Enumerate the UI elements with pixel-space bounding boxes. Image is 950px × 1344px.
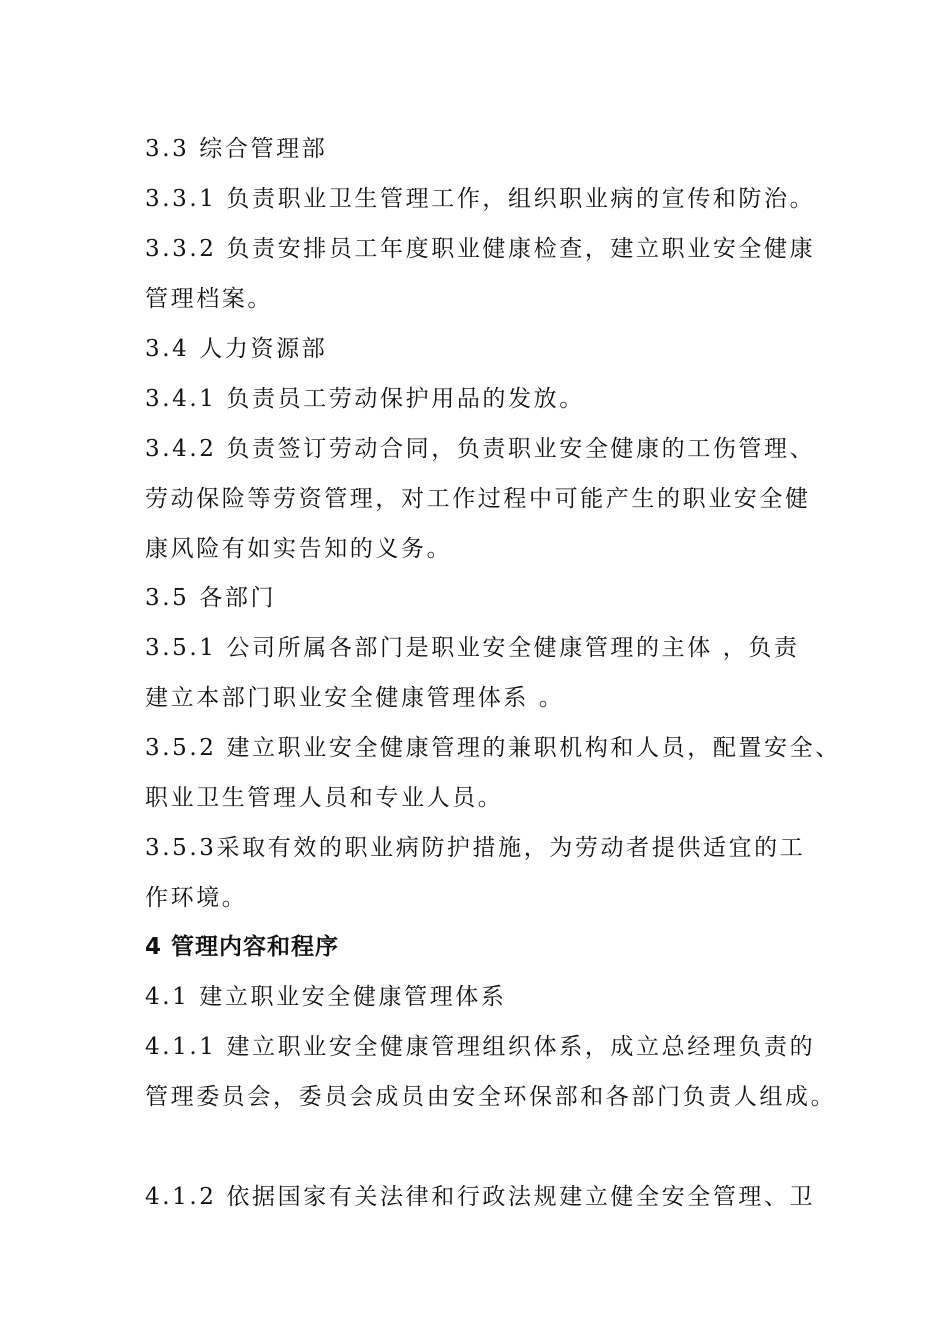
- paragraph-line: 管理委员会，委员会成员由安全环保部和各部门负责人组成。: [145, 1084, 837, 1110]
- paragraph-line: 3.5.3采取有效的职业病防护措施，为劳动者提供适宜的工: [145, 835, 806, 861]
- paragraph-line: 4.1.2 依据国家有关法律和行政法规建立健全安全管理、卫: [145, 1184, 816, 1210]
- paragraph-line: 3.3.2 负责安排员工年度职业健康检查，建立职业安全健康: [145, 236, 816, 262]
- chapter-heading-4: 4 管理内容和程序: [145, 934, 340, 960]
- section-heading-3-5: 3.5 各部门: [145, 585, 277, 611]
- paragraph-line: 3.3.1 负责职业卫生管理工作，组织职业病的宣传和防治。: [145, 186, 816, 212]
- paragraph-line: 作环境。: [145, 885, 248, 911]
- paragraph-line: 4.1.1 建立职业安全健康管理组织体系，成立总经理负责的: [145, 1034, 816, 1060]
- paragraph-line: 3.5.1 公司所属各部门是职业安全健康管理的主体 ，负责: [145, 635, 800, 661]
- paragraph-line: 管理档案。: [145, 286, 273, 312]
- paragraph-line: 职业卫生管理人员和专业人员。: [145, 785, 504, 811]
- section-heading-3-3: 3.3 综合管理部: [145, 136, 328, 162]
- section-heading-3-4: 3.4 人力资源部: [145, 336, 328, 362]
- paragraph-line: 建立本部门职业安全健康管理体系 。: [145, 685, 565, 711]
- paragraph-line: 3.5.2 建立职业安全健康管理的兼职机构和人员，配置安全、: [145, 735, 841, 761]
- paragraph-line: 3.4.1 负责员工劳动保护用品的发放。: [145, 386, 585, 412]
- paragraph-line: 3.4.2 负责签订劳动合同，负责职业安全健康的工伤管理、: [145, 436, 816, 462]
- section-heading-4-1: 4.1 建立职业安全健康管理体系: [145, 984, 507, 1010]
- paragraph-line: 劳动保险等劳资管理，对工作过程中可能产生的职业安全健: [145, 486, 811, 512]
- paragraph-line: 康风险有如实告知的义务。: [145, 536, 453, 562]
